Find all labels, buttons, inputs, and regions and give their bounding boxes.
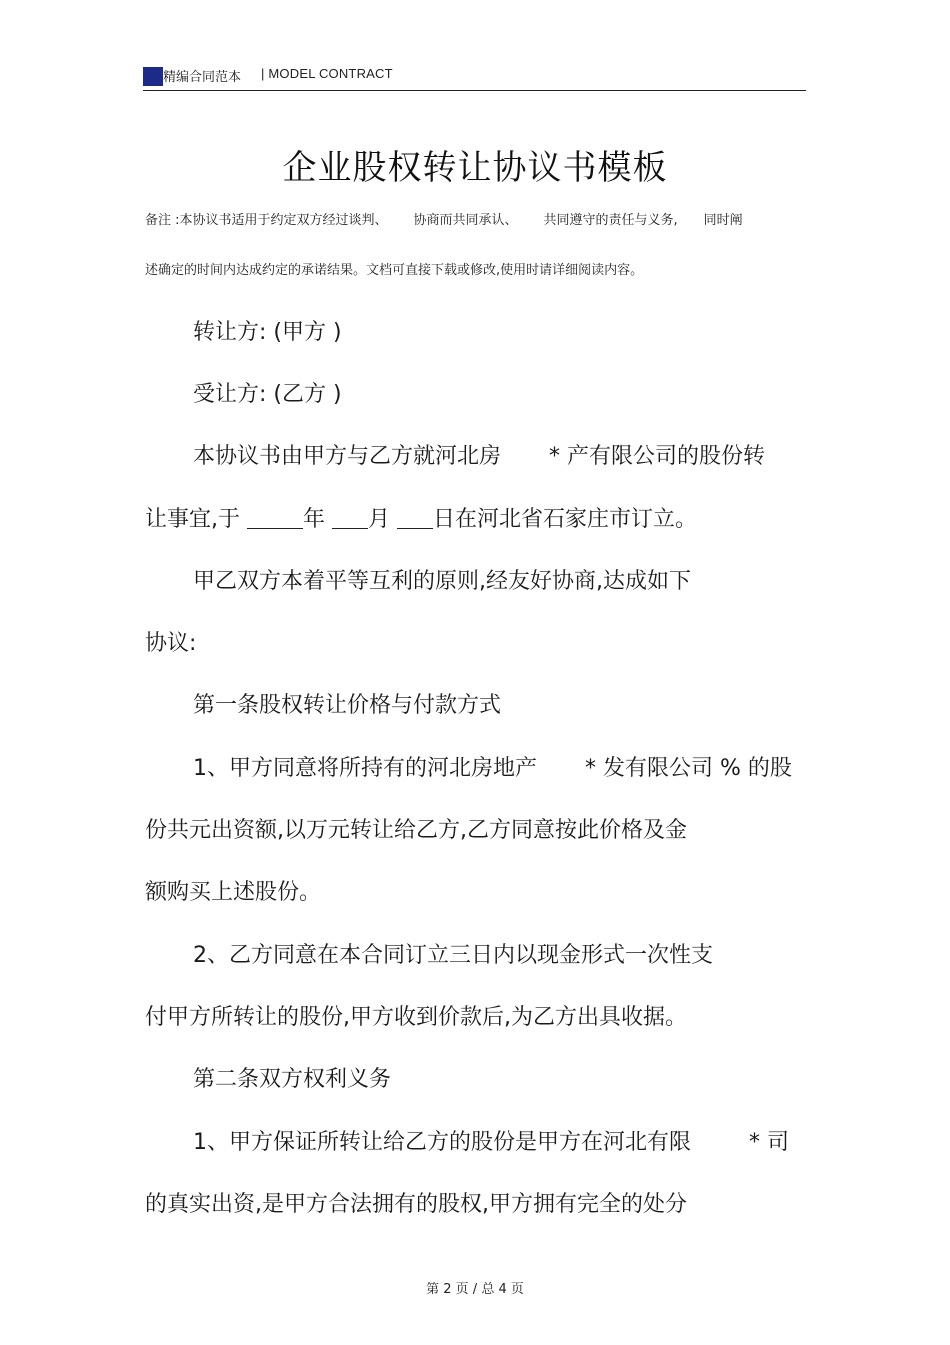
paragraph-line [193,439,765,470]
paragraph-line: 份共元出资额,以万元转让给乙方,乙方同意按此价格及金 [145,818,687,843]
paragraph-line: 甲乙双方本着平等互利的原则,经友好协商,达成如下 [193,569,691,594]
text-run: 本协议书由甲方与乙方就河北房 [193,444,502,469]
paragraph-line [193,751,792,782]
logo-mark [143,67,163,86]
blank-year [247,506,303,529]
note-text: 备注 :本协议书适用于约定双方经过谈判、 [145,213,388,228]
header-model-contract: | MODEL CONTRACT [261,66,393,81]
paragraph-line: 协议: [145,631,197,656]
article-heading: 第二条双方权利义务 [193,1067,392,1092]
text-run: 年 [303,507,332,532]
text-run: * 产有限公司的股份转 [549,444,766,469]
note-text: 同时阐 [703,213,743,228]
blank-month [332,506,368,529]
text-run: * 发有限公司 % 的股 [585,756,792,781]
note-text: 协商而共同承认、 [413,213,518,228]
text-run: 日在河北省石家庄市订立。 [433,507,698,532]
paragraph-line: 付甲方所转让的股份,甲方收到价款后,为乙方出具收据。 [145,1005,687,1030]
paragraph-line [145,502,697,533]
article-heading: 第一条股权转让价格与付款方式 [193,693,502,718]
paragraph-line: 2、乙方同意在本合同订立三日内以现金形式一次性支 [193,943,713,968]
transferee-line: 受让方: (乙方 ) [193,382,342,407]
text-run: 1、甲方同意将所持有的河北房地产 [193,756,537,781]
text-run: 月 [368,507,397,532]
note-line-2: 述确定的时间内达成约定的承诺结果。文档可直接下载或修改,使用时请详细阅读内容。 [145,263,644,278]
text-run: 1、甲方保证所转让给乙方的股份是甲方在河北有限 [193,1130,691,1155]
text-run: * 司 [749,1130,789,1155]
paragraph-line: 的真实出资,是甲方合法拥有的股权,甲方拥有完全的处分 [145,1192,687,1217]
document-title: 企业股权转让协议书模板 [282,148,668,188]
header-label: 精编合同范本 [163,70,242,85]
note-line-1 [145,209,743,228]
page-footer: 第 2 页 / 总 4 页 [426,1282,524,1297]
paragraph-line: 额购买上述股份。 [145,880,322,905]
page-header [143,62,806,91]
transferor-line: 转让方: (甲方 ) [193,320,342,345]
text-run: 让事宜,于 [145,507,247,532]
note-text: 共同遵守的责任与义务, [543,213,678,228]
blank-day [397,506,433,529]
paragraph-line [193,1125,789,1156]
